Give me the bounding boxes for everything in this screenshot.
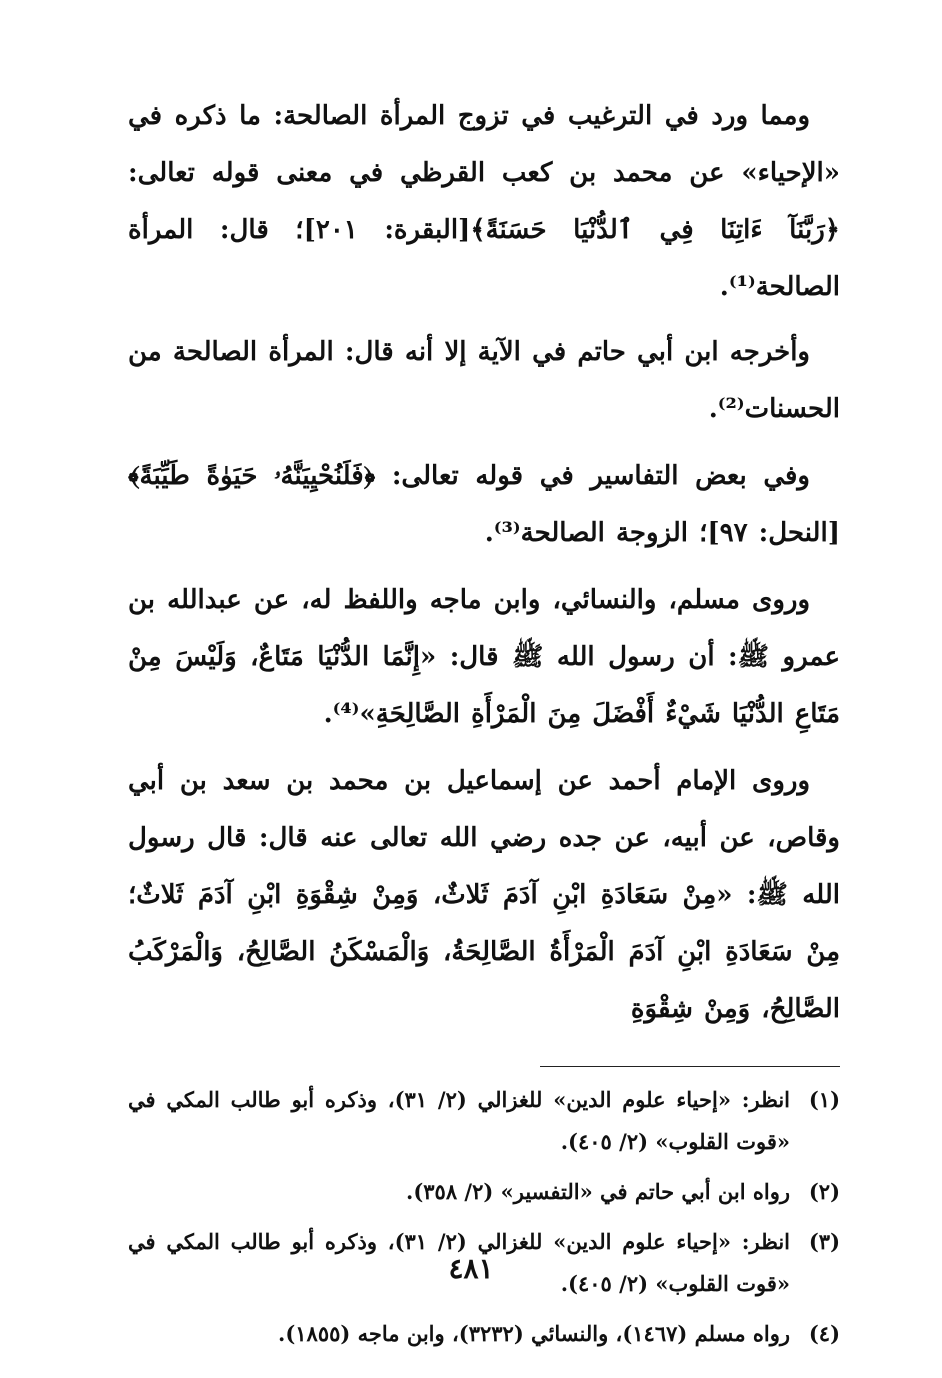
footnote-number: (٤) (808, 1321, 840, 1346)
footnote (128, 1171, 840, 1213)
footnote (128, 1079, 840, 1163)
footnotes (128, 1079, 840, 1355)
paragraph: وفي بعض التفاسير في قوله تعالى: ﴿فَلَنُحْيِيَنَّهُۥ حَيَوٰةً طَيِّبَةً﴾[النحل: ٩٧]؛ الزوجة الصالحة⁽³⁾. (128, 461, 840, 548)
paragraph: وروى مسلم، والنسائي، وابن ماجه واللفظ له، عن عبدالله بن عمرو ﷺ: أن رسول الله ﷺ قال: «إِنَّمَا الدُّنْيَا مَتَاعٌ، وَلَيْسَ مِنْ مَتَاعِ الدُّنْيَا شَيْءٌ أَفْضَلَ مِنَ الْمَرْأَةِ الصَّالِحَةِ»⁽⁴⁾. (128, 585, 840, 729)
footnote (128, 1313, 840, 1355)
paragraph: وروى الإمام أحمد عن إسماعيل بن محمد بن سعد بن أبي وقاص، عن أبيه، عن جده رضي الله تعالى عنه قال: قال رسول الله ﷺ: «مِنْ سَعَادَةِ ابْنِ آدَمَ ثَلاثٌ، وَمِنْ شِقْوَةِ ابْنِ آدَمَ ثَلاثٌ؛ مِنْ سَعَادَةِ ابْنِ آدَمَ الْمَرْأَةُ الصَّالِحَةُ، وَالْمَسْكَنُ الصَّالِحُ، وَالْمَرْكَبُ الصَّالِحُ، وَمِنْ شِقْوَةِ (128, 766, 840, 1024)
footnote-text: انظر: «إحياء علوم الدين» للغزالي (٢/ ٣١)، وذكره أبو طالب المكي في «قوت القلوب» (٢/ ٤٠٥). (128, 1229, 790, 1296)
page-number: ٤٨١ (448, 1252, 494, 1285)
footnote-separator (540, 1066, 840, 1067)
footnote-number: (٢) (808, 1179, 840, 1204)
main-text (128, 88, 840, 1038)
footnote-text: انظر: «إحياء علوم الدين» للغزالي (٢/ ٣١)، وذكره أبو طالب المكي في «قوت القلوب» (٢/ ٤٠٥). (128, 1087, 790, 1154)
paragraph: وأخرجه ابن أبي حاتم في الآية إلا أنه قال: المرأة الصالحة من الحسنات⁽²⁾. (128, 337, 840, 424)
footnote-number: (١) (808, 1087, 840, 1112)
footnote-number: (٣) (808, 1229, 840, 1254)
footnote-text: رواه مسلم (١٤٦٧)، والنسائي (٣٢٣٢)، وابن ماجه (١٨٥٥). (278, 1321, 790, 1346)
paragraph: ومما ورد في الترغيب في تزوج المرأة الصالحة: ما ذكره في «الإحياء» عن محمد بن كعب القرظي في معنى قوله تعالى: ﴿رَبَّنَآ ءَاتِنَا فِي ٱلدُّنْيَا حَسَنَةً﴾[البقرة: ٢٠١]؛ قال: المرأة الصالحة⁽¹⁾. (128, 101, 840, 302)
footnote-text: رواه ابن أبي حاتم في «التفسير» (٢/ ٣٥٨). (406, 1179, 790, 1204)
